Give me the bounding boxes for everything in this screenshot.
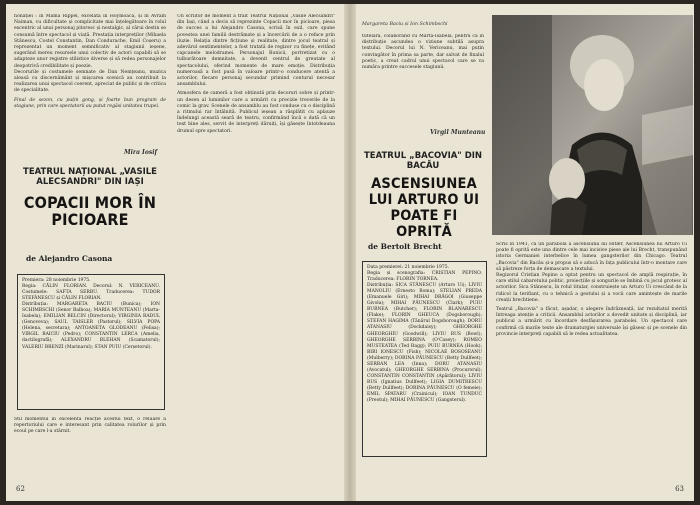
left-col1-bottom-text: Stil momentul în excelentă reacție acestui text, o reluare a repertoriului care e interesant prin calitatea rolurilor și prin ecoul pe care l-a stârnit. xyxy=(14,417,166,435)
left-col1-coda: Final de sezon, cu puțin gong, și foarte bun program de stagiune, prin care spectatorii au putut regăsi unitatea trupei. xyxy=(14,97,166,109)
right-page-number: 63 xyxy=(675,485,684,493)
photo-caption: Margareta Baciu și Ion Schimbschi xyxy=(362,22,448,27)
right-page xyxy=(354,4,694,501)
production-photo xyxy=(492,15,693,235)
left-title: COPACII MOR ÎN PICIOARE xyxy=(23,193,157,229)
right-kicker: TEATRUL „BACOVIA" DIN BACĂU xyxy=(363,151,483,171)
right-byline: de Bertolt Brecht xyxy=(368,242,442,251)
right-credits-text: Data premierei: 21 noiembrie 1975. Regia și scenografia: CRISTIAN PEPINO. Traducerea: FLORIN TORNEA. Distribuția: SICA STĂNESCU (Arturo Ui); LIVIU MANOLIU (Ernesto Roma); STELIAN PREDA (Emanuele Giri); MIHAI DRĂGOI (Giuseppe Givola); MIHAI PĂUNESCU (Clark); PUIU BURNEA (Butcher); FLORIN BLANARESCU (Flake); FLORIN GHEUCA (Dogsborough); STEFAN HAGIMA (Tânărul Dogsborough); DORU ATANASIU (Dockdaisy); GHEORGHE GHEORGHIU (Goodwill); LIVIU RUS (Bowl); GHEORGHE SERBINA (O'Casey); ROMEO MUSTEATEA (Ted Ragg); PUIU BURNEA (Hook); BIBI IONESCU (Fish); NICOLAE BOSOSEANU (Mulberry); DORINA PĂUNESCU (Betty Dullfeet); SERBAN LEA (Inna); DORU ATANASIU (Avocatul); GHEORGHE SERBINA (Procurorul); CONSTANTIN CONSTANTIN (Apărătorul); LIVIU RUS (Ignatius Dullfeet); LIGIA DUMITRESCU (Betty Dullfeet); DORINA PĂUNESCU (O femeie); EMIL SPATARU (Crainicul); IOAN TUNDUC (Preotul); MIHAI PĂUNESCU (Gangsterul). xyxy=(367,265,482,404)
left-credits-box xyxy=(17,274,165,410)
right-intro-text xyxy=(362,34,484,120)
production-photo-image xyxy=(492,15,693,235)
right-credits-box xyxy=(362,261,487,457)
right-col-paragraph: Scris în 1941, ca un parabolă a ascensiunii lui Hitler, Ascensiunea lui Arturo Ui poate fi oprită este una dintre cele mai incisive piese ale lui Brecht, transpunând istoria Germaniei interbelice în lumea gangsterilor din Chicago. Teatrul „Bacovia" din Bacău și-a propus să o aducă în fața publicului într-o montare care să păstreze forța de demascare a textului. Regizorul Cristian Pepino a optat pentru un spectacol de amplă respirație, în care stilul cabaretului politic, proiecțiile și songurile se îmbină cu jocul grotesc al actorilor. Sica Stănescu, în rolul titular, construiește un Arturo Ui crescând de la ridicol la terifiant, cu o tehnică a gestului și a vocii care amintește de marile creații brechtiene. xyxy=(496,242,687,303)
right-signature: Virgil Munteanu xyxy=(430,129,486,136)
right-intro-paragraph: tutelară, colaborând cu Marta-Isabela, pentru că în distribuție ascundea o viziune subtilă asupra textului. Decorul lui N. Vericeanu, mai puțin convingător în prima sa parte, dar salvat de finalul poetic, a creat cadrul unui spectacol care se va număra printre succesele stagiunii. xyxy=(362,34,484,71)
left-page xyxy=(6,4,346,501)
left-col2-paragraph: Un scriitor de moment a trăit Teatrul Național „Vasile Alecsandri" din Iași, când a decis să reprezinte Copacii mor în picioare, piesa de succes a lui Alejandro Casona, scrisă în exil, care spune povestea unei familii destrămate și a încercării de a o reface prin iluzie. Relația dintre ficțiune și realitate, dintre jocul teatral și adevărul sentimentelor, a fost tratată de regizor cu finețe, evitând capcanele melodramei. Personajul Bunicii, portretizat cu o tulburătoare demnitate, a devenit centrul de greutate al spectacolului, oferind momente de mare emoție. Distribuția numeroasă a fost pusă în valoare printr-o conducere atentă a actorilor, fiecare personaj secundar primind conturul necesar ansamblului. xyxy=(177,14,335,88)
left-col1-bottom xyxy=(14,417,166,457)
left-page-number: 62 xyxy=(16,485,25,493)
left-credits-text: Premiera: 28 noiembrie 1975. Regia: CĂLIN FLORIAN. Decorul: N. VERICEANU. Costumele: SAFTA SERBU. Traducerea: TUDOR STEFÂNESCU și CĂLIN FLORIAN. Distribuția: MARGARETA BACIU (Bunica); ION SCHIMBSCHI (Senor Balboa); MARIA MUNTEANU (Marta-Isabela); EMILIAN BELCIN (Directorul); VIRGINIA RADUL (Genoveva); SAUL TAISLER (Pastorul); SILVIA POPA (Helena, secretara); ANTOANETA GLODEANU (Felisa); VIRGIL RAICIU (Pedro); CONSTANTIN LERCA (Amelia, dactilografă); ALEXANDRU BLEHAN (Scamatorul); VALERIU BRENZI (Marinarul); STAN PUIU (Cerșetorul). xyxy=(22,278,160,350)
left-kicker: TEATRUL NAȚIONAL „VASILE ALECSANDRI" DIN IAȘI xyxy=(23,167,157,187)
magazine-spread xyxy=(6,4,694,501)
left-byline: de Alejandro Casona xyxy=(26,254,113,263)
left-col1-text xyxy=(14,14,166,146)
left-signature: Mira Iosif xyxy=(124,149,158,156)
right-title: ASCENSIUNEA LUI ARTURO UI POATE FI OPRITĂ xyxy=(368,176,480,240)
right-col-paragraph-b: Teatrul „Bacovia" a făcut, așadar, o alegere îndrăzneață, iar rezultatul merită întreaga atenție a criticii. Ansamblul actorilor a dovedit unitate și disciplină, iar publicul a urmărit cu încordare desfășurarea parabolei. Un spectacol care confirmă că marile texte ale dramaturgiei universale își găsesc și pe scenele din provincie interpreți capabili să le redea actualitatea. xyxy=(496,307,687,337)
left-col2-paragraph-b: Atmosfera de cameră a fost obținută prin decoruri sobre și printr-un desen al luminilor care a urmărit cu precizie trecerile de la comic la grav. Scenele de ansamblu au fost conduse cu o disciplină a ritmului rar întâlnită. Publicul ieșean a răsplătit cu aplauze îndelungi această seară de teatru, confirmând încă o dată că un text bine ales, servit de interpreți dăruiți, își găsește întotdeauna drumul spre spectatori. xyxy=(177,91,335,134)
right-col-text xyxy=(496,242,687,462)
left-col1-paragraph: nonației : în Mama Rippel, excelată în Hoymoaca, și în Avram Naiman, cu dificultate și complicitate mai înțelegătoare în rolul excentric al unui personaj pitoresc și nostalgic, al cărui destin se consumă între spectacol și viață. Prestația interpreților (Mihaela Stănescu, Costel Constantin, Dan Condurache, Emil Coșeru) a reprezentat un moment semnificativ al stagiunii ieșene, sugerând mereu resursele unui colectiv de actori capabili să se adapteze unor registre stilistice diverse și să redea personajelor deopotrivă credibilitate și poezie. Decorurile și costumele semnate de Dan Nemțeanu, muzica aleasă cu discernământ și mișcarea scenică au contribuit la realizarea unui spectacol coerent, apreciat de public și de critica de specialitate. xyxy=(14,14,166,94)
left-col2-text xyxy=(177,14,335,462)
